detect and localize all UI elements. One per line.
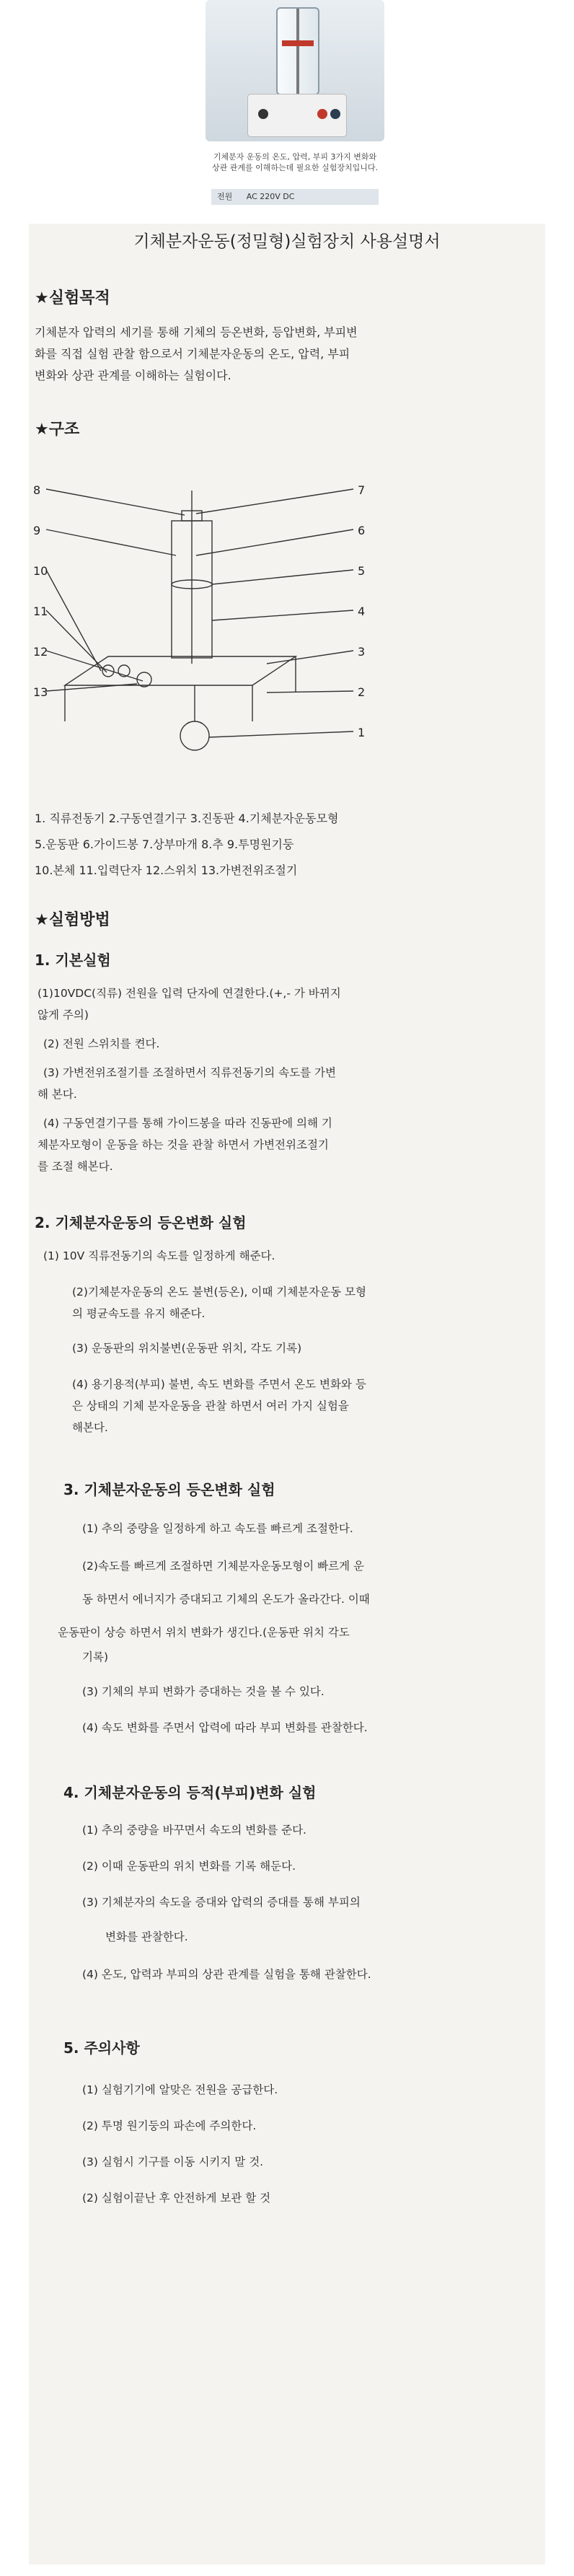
diagram-label: 4 bbox=[358, 605, 366, 618]
caution-line: (3) 실험시 기구를 이동 시키지 말 것. bbox=[82, 2155, 264, 2168]
isothermal-step-line: (4) 용기용적(부피) 불변, 속도 변화를 주면서 온도 변화와 등 bbox=[72, 1378, 366, 1391]
isothermal-experiment-2-heading: 3. 기체분자운동의 등온변화 실험 bbox=[63, 1481, 275, 1498]
product-photo bbox=[206, 0, 384, 141]
diagram-label: 3 bbox=[358, 645, 366, 659]
spec-value: AC 220V DC bbox=[246, 192, 295, 201]
diagram-label: 12 bbox=[33, 645, 48, 659]
diagram-label: 5 bbox=[358, 564, 366, 578]
isochoric-step-line: (3) 기체분자의 속도을 증대와 압력의 증대를 통해 부피의 bbox=[82, 1896, 361, 1909]
isothermal-step-line: (1) 10V 직류전동기의 속도를 일정하게 해준다. bbox=[43, 1249, 275, 1262]
manual-document bbox=[29, 224, 545, 2564]
basic-step-line: 해 본다. bbox=[37, 1088, 77, 1101]
product-caption: 기체분자 운동의 온도, 압력, 부피 3가지 변화와 상관 관계를 이해하는데 필요한 실험장치입니다. bbox=[211, 152, 378, 172]
apparatus-diagram bbox=[29, 476, 545, 794]
caution-heading: 5. 주의사항 bbox=[63, 2039, 140, 2057]
diagram-label: 13 bbox=[33, 685, 48, 699]
isochoric-step-line: 변화를 관찰한다. bbox=[105, 1930, 188, 1943]
basic-step-line: (1)10VDC(직류) 전원을 입력 단자에 연결한다.(+,- 가 바뀌지 bbox=[37, 987, 341, 1000]
caution-line: (2) 투명 원기둥의 파손에 주의한다. bbox=[82, 2119, 257, 2132]
diagram-label: 11 bbox=[33, 605, 48, 618]
product-card bbox=[206, 0, 384, 216]
isothermal-2-step-line: (1) 추의 중량을 일정하게 하고 속도를 빠르게 조절한다. bbox=[82, 1522, 353, 1535]
caution-line: (2) 실험이끝난 후 안전하게 보관 할 것 bbox=[82, 2192, 271, 2204]
diagram-label: 6 bbox=[358, 524, 366, 537]
caution-line: (1) 실험기기에 알맞은 전원을 공급한다. bbox=[82, 2083, 278, 2096]
dial-icon bbox=[258, 109, 268, 119]
isochoric-step-line: (2) 이때 운동판의 위치 변화를 기록 해둔다. bbox=[82, 1860, 296, 1873]
purpose-heading: ★실험목적 bbox=[35, 289, 110, 307]
diagram-label: 10 bbox=[33, 564, 48, 578]
isochoric-step-line: (4) 온도, 압력과 부피의 상관 관계를 실험을 통해 관찰한다. bbox=[82, 1968, 371, 1981]
purpose-line: 기체분자 압력의 세기를 통해 기체의 등온변화, 등압변화, 부피변 bbox=[35, 325, 358, 339]
spec-label: 전원 bbox=[217, 192, 233, 201]
isothermal-experiment-heading: 2. 기체분자운동의 등온변화 실험 bbox=[35, 1214, 247, 1231]
isothermal-step-line: 해본다. bbox=[72, 1421, 108, 1434]
diagram-label: 9 bbox=[33, 524, 41, 537]
isothermal-step-line: (2)기체분자운동의 온도 불변(등온), 이때 기체분자운동 모형 bbox=[72, 1285, 366, 1298]
black-terminal-icon bbox=[330, 109, 340, 119]
isochoric-step-line: (1) 추의 중량을 바꾸면서 속도의 변화를 준다. bbox=[82, 1824, 306, 1837]
isothermal-step-line: 은 상태의 기체 분자운동을 관찰 하면서 여러 가지 실험을 bbox=[72, 1399, 349, 1412]
purpose-line: 화를 직접 실험 관찰 함으로서 기체분자운동의 온도, 압력, 부피 bbox=[35, 347, 350, 361]
parts-list-line: 10.본체 11.입력단자 12.스위치 13.가변전위조절기 bbox=[35, 863, 298, 877]
structure-heading: ★구조 bbox=[35, 421, 80, 439]
diagram-label: 8 bbox=[33, 483, 41, 497]
isothermal-2-step-line: 기록) bbox=[82, 1650, 108, 1663]
red-terminal-icon bbox=[317, 109, 327, 119]
isochoric-experiment-heading: 4. 기체분자운동의 등적(부피)변화 실험 bbox=[63, 1784, 317, 1801]
basic-step-line: 않게 주의) bbox=[37, 1008, 89, 1021]
isothermal-2-step-line: (3) 기체의 부피 변화가 증대하는 것을 볼 수 있다. bbox=[82, 1685, 324, 1698]
device-base-illustration bbox=[247, 94, 347, 137]
isothermal-2-step-line: (4) 속도 변화를 주면서 압력에 따라 부피 변화를 관찰한다. bbox=[82, 1721, 368, 1734]
basic-step-line: (2) 전원 스위치를 켠다. bbox=[43, 1037, 160, 1050]
parts-list-line: 1. 직류전동기 2.구동연결기구 3.진동판 4.기체분자운동모형 bbox=[35, 812, 339, 825]
dc-motor-shape bbox=[180, 721, 209, 750]
parts-list-line: 5.운동판 6.가이드봉 7.상부마개 8.추 9.투명원기둥 bbox=[35, 838, 294, 851]
isothermal-2-step-line: 동 하면서 에너지가 증대되고 기체의 온도가 올라간다. 이때 bbox=[82, 1593, 370, 1606]
moving-plate-illustration bbox=[282, 40, 314, 46]
body-top-shape bbox=[65, 656, 296, 685]
isothermal-step-line: 의 평균속도를 유지 해준다. bbox=[72, 1307, 206, 1320]
power-spec-row bbox=[211, 189, 379, 205]
isothermal-step-line: (3) 운동판의 위치불변(운동판 위치, 각도 기록) bbox=[72, 1342, 302, 1355]
basic-experiment-heading: 1. 기본실험 bbox=[35, 951, 111, 969]
basic-step-line: 를 조절 해본다. bbox=[37, 1160, 113, 1173]
diagram-label: 2 bbox=[358, 685, 366, 699]
diagram-label: 1 bbox=[358, 726, 366, 739]
isothermal-2-step-line: (2)속도를 빠르게 조절하면 기체분자운동모형이 빠르게 운 bbox=[82, 1560, 364, 1573]
isothermal-2-step-line: 운동판이 상승 하면서 위치 변화가 생긴다.(운동판 위치 각도 bbox=[58, 1626, 350, 1639]
basic-step-line: 체분자모형이 운동을 하는 것을 관찰 하면서 가변전위조절기 bbox=[37, 1138, 329, 1151]
purpose-line: 변화와 상관 관계를 이해하는 실험이다. bbox=[35, 369, 231, 382]
basic-step-line: (4) 구동연결기구를 통해 가이드봉을 따라 진동판에 의해 기 bbox=[43, 1117, 332, 1130]
basic-step-line: (3) 가변전위조절기를 조절하면서 직류전동기의 속도를 가변 bbox=[43, 1066, 336, 1079]
method-heading: ★실험방법 bbox=[35, 911, 110, 929]
guide-rod-illustration bbox=[296, 9, 299, 94]
document-title: 기체분자운동(정밀형)실험장치 사용설명서 bbox=[133, 232, 441, 251]
diagram-label: 7 bbox=[358, 483, 366, 497]
transparent-cylinder-illustration bbox=[276, 7, 319, 95]
